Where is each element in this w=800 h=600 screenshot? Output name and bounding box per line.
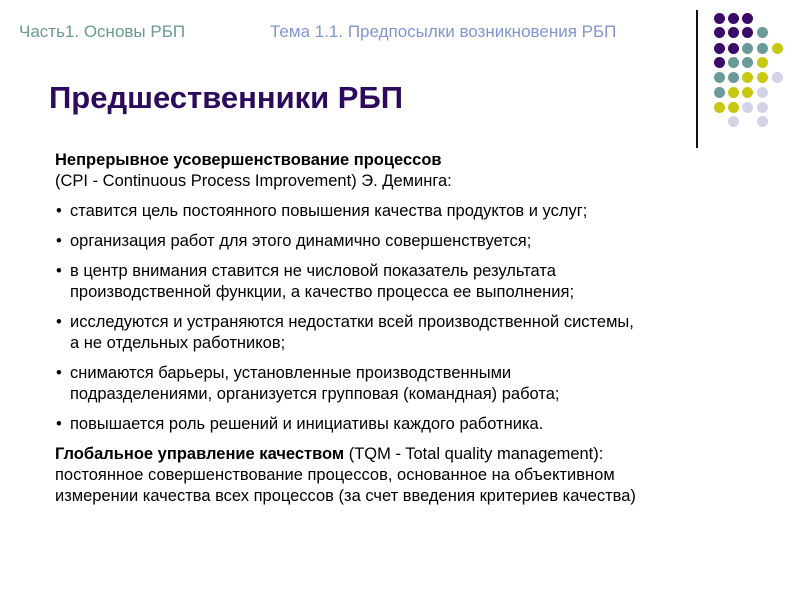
tqm-paragraph	[55, 444, 775, 507]
decorative-dot	[742, 72, 753, 83]
decorative-dot	[714, 43, 725, 54]
bullet-item	[55, 231, 775, 252]
bullet-item	[55, 363, 775, 405]
section-label: Часть1. Основы РБП	[19, 22, 186, 41]
decorative-dot	[742, 102, 753, 113]
bullet-line: производственной функции, а качество процесса ее выполнения;	[70, 283, 575, 301]
bullet-item	[55, 201, 775, 222]
bullet-line: исследуются и устраняются недостатки всей производственной системы,	[70, 313, 634, 331]
bullet-line: в центр внимания ставится не числовой показатель результата	[70, 262, 556, 280]
decorative-dot	[728, 72, 739, 83]
decorative-dot	[757, 87, 768, 98]
topic-label: Тема 1.1. Предпосылки возникновения РБП	[270, 22, 617, 41]
bullet-line: организация работ для этого динамично совершенствуется;	[70, 232, 532, 250]
tqm-heading: Глобальное управление качеством	[55, 445, 345, 463]
bullet-marker: •	[56, 202, 62, 220]
decorative-dot	[728, 102, 739, 113]
bullet-line: а не отдельных работников;	[70, 334, 286, 352]
decorative-dot	[742, 57, 753, 68]
tqm-line: измерении качества всех процессов (за счет введения критериев качества)	[55, 487, 636, 505]
slide-content	[55, 150, 775, 516]
decorative-dot	[757, 116, 768, 127]
decorative-dot	[742, 27, 753, 38]
decorative-dot	[742, 87, 753, 98]
bullet-item	[55, 414, 775, 435]
decorative-dot	[714, 102, 725, 113]
decorative-dot	[757, 27, 768, 38]
tqm-abbrev: (TQM - Total quality management):	[344, 445, 604, 463]
bullet-line: подразделениями, организуется групповая (командная) работа;	[70, 385, 560, 403]
decorative-dot	[757, 43, 768, 54]
decorative-dot	[757, 57, 768, 68]
decorative-dot	[728, 87, 739, 98]
slide-title: Предшественники РБП	[49, 80, 404, 115]
decorative-dot	[714, 87, 725, 98]
bullet-line: ставится цель постоянного повышения качества продуктов и услуг;	[70, 202, 588, 220]
intro-subtitle: (CPI - Continuous Process Improvement) Э. Деминга:	[55, 172, 452, 190]
bullet-marker: •	[56, 415, 62, 433]
bullet-item	[55, 312, 775, 354]
bullet-item	[55, 261, 775, 303]
bullet-marker: •	[56, 262, 62, 280]
bullet-list	[55, 201, 775, 435]
intro	[55, 150, 775, 192]
intro-heading: Непрерывное усовершенствование процессов	[55, 151, 442, 169]
decorative-dot	[757, 72, 768, 83]
bullet-marker: •	[56, 313, 62, 331]
bullet-marker: •	[56, 232, 62, 250]
decorative-dot	[742, 43, 753, 54]
divider-line	[696, 10, 698, 148]
decorative-dot	[728, 57, 739, 68]
decorative-dot	[728, 43, 739, 54]
decorative-dot	[757, 102, 768, 113]
bullet-line: снимаются барьеры, установленные производственными	[70, 364, 512, 382]
decorative-dot	[728, 116, 739, 127]
decorative-dot	[772, 72, 783, 83]
decorative-dot	[728, 13, 739, 24]
decorative-dot	[714, 72, 725, 83]
tqm-line: постоянное совершенствование процессов, основанное на объективном	[55, 466, 615, 484]
decorative-dot	[714, 57, 725, 68]
bullet-line: повышается роль решений и инициативы каждого работника.	[70, 415, 544, 433]
decorative-dot	[728, 27, 739, 38]
decorative-dot	[714, 13, 725, 24]
decorative-dot	[714, 27, 725, 38]
decorative-dot	[772, 43, 783, 54]
bullet-marker: •	[56, 364, 62, 382]
decorative-dot	[742, 13, 753, 24]
